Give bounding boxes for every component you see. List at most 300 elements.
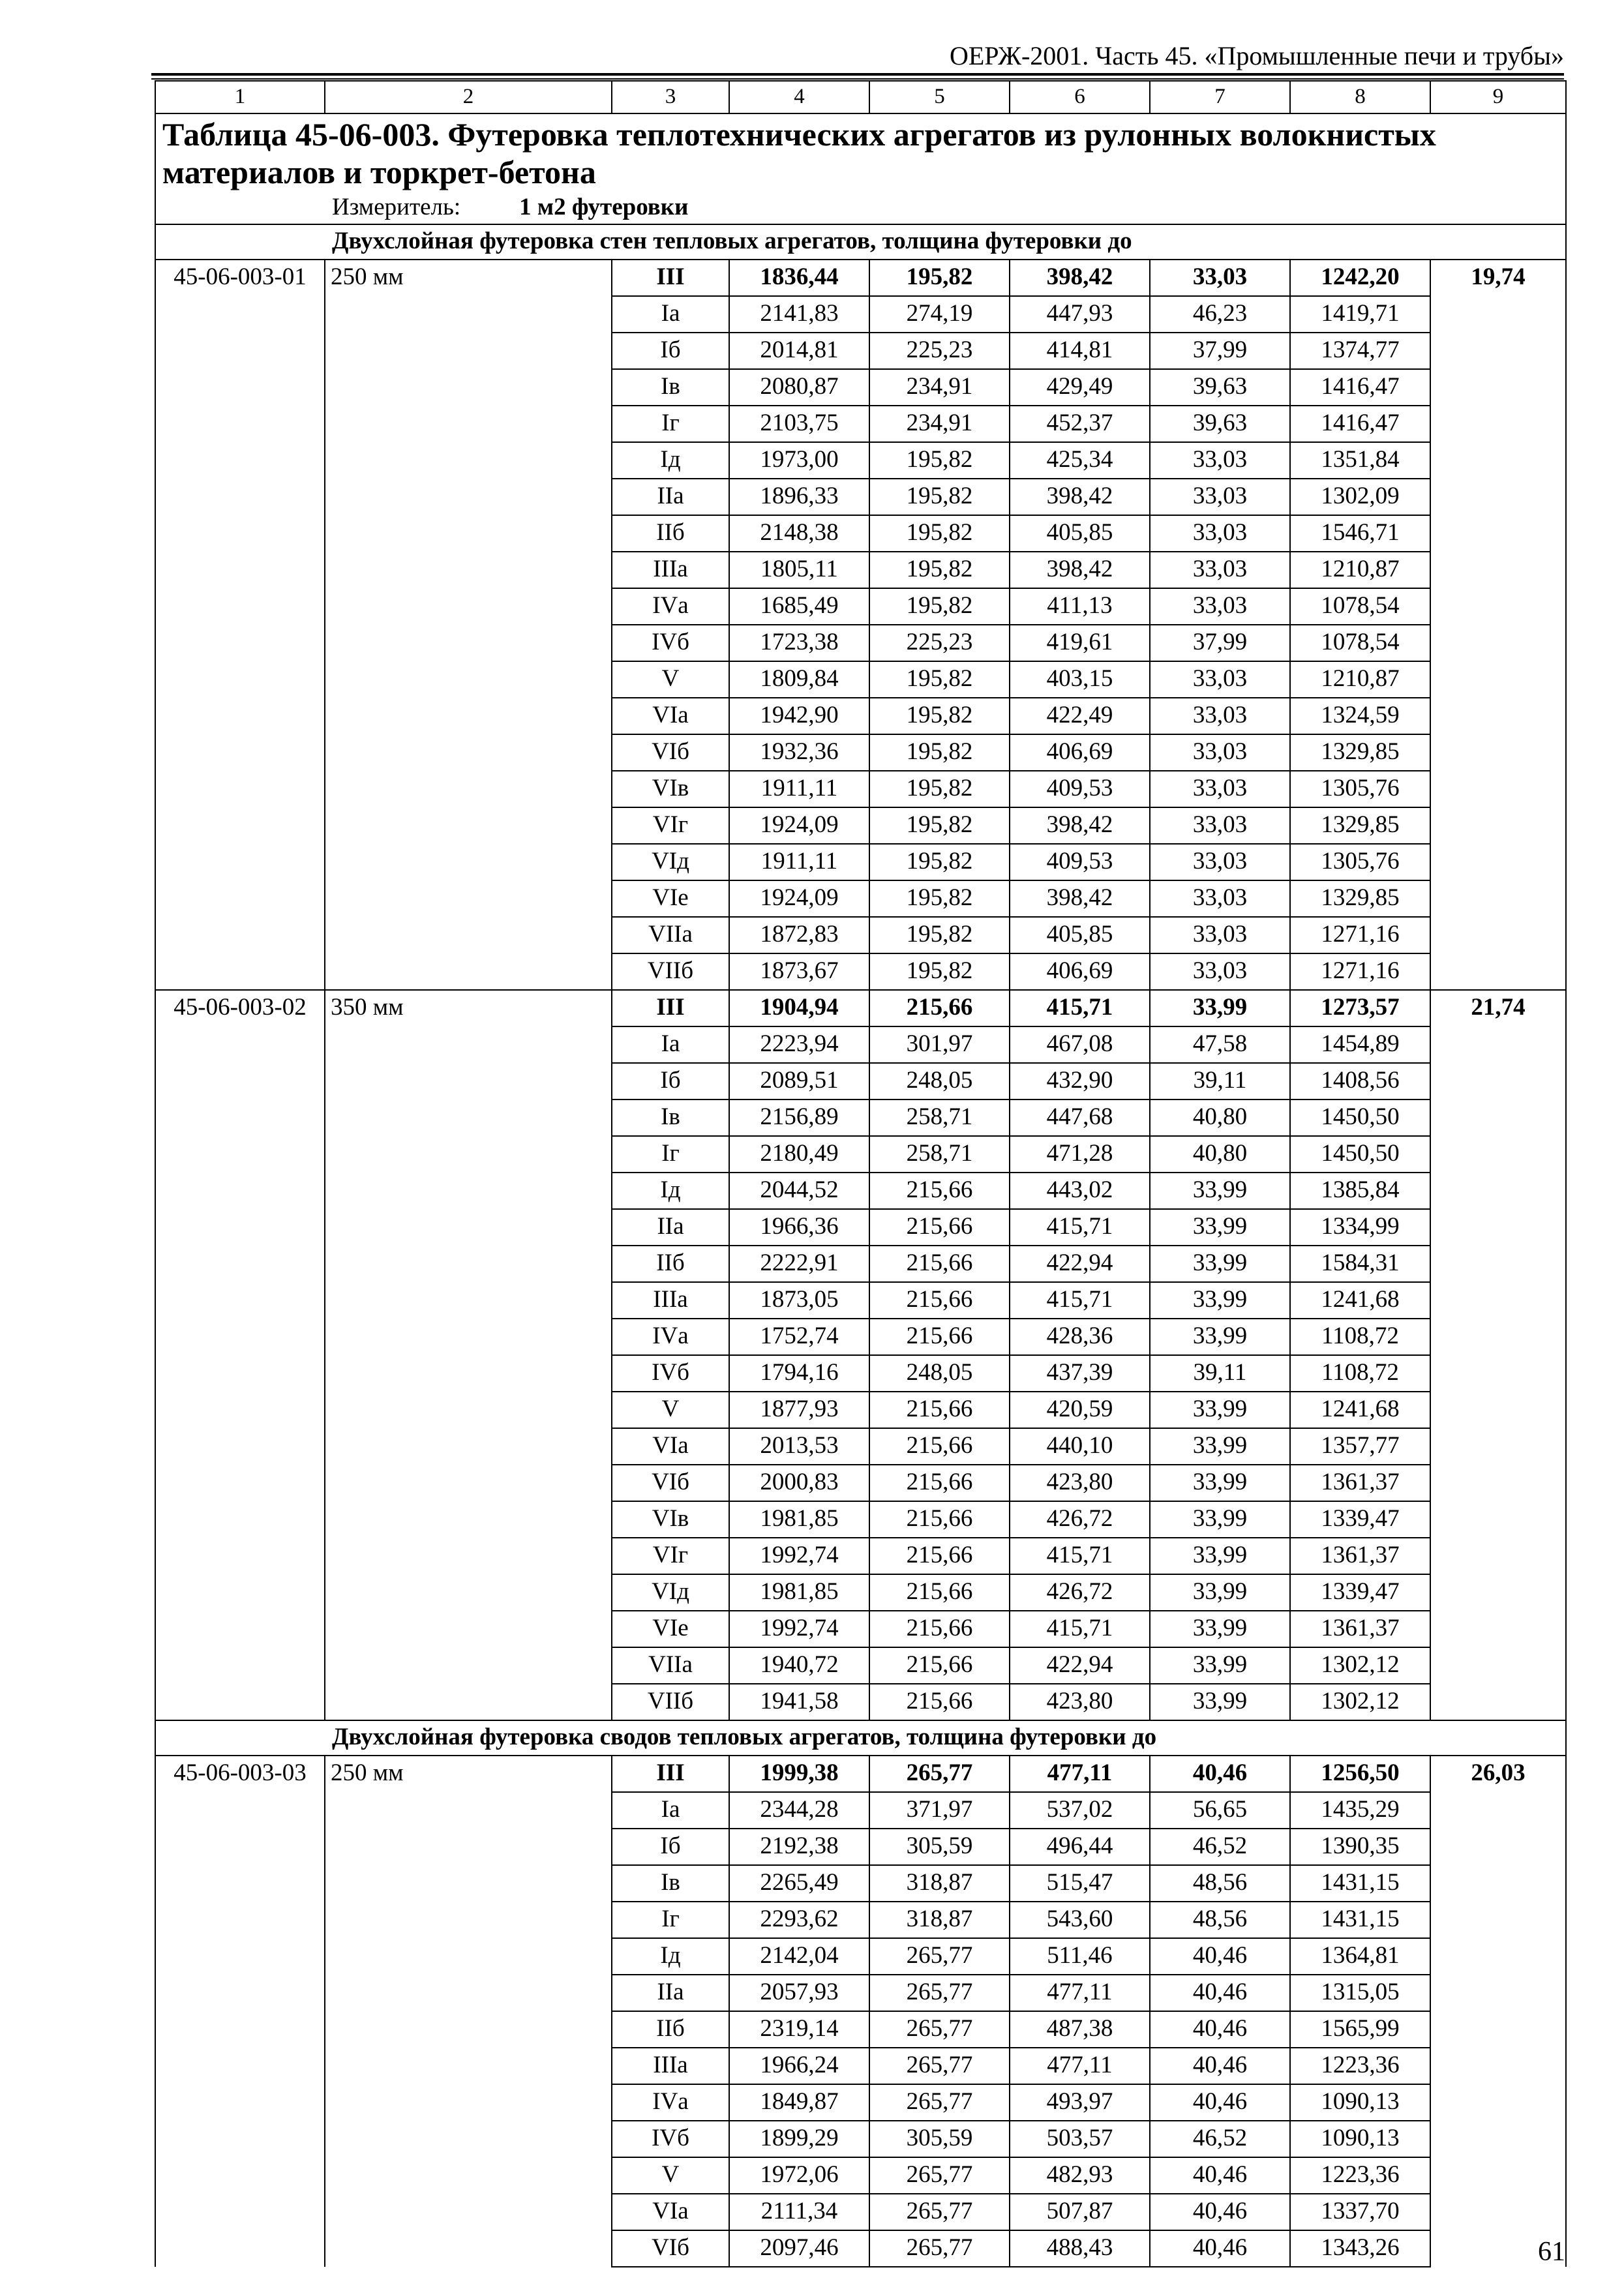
table-row (155, 296, 1566, 333)
labor-empty (1430, 1355, 1566, 1392)
value-cell: 2103,75 (729, 406, 869, 442)
value-cell: 447,68 (1010, 1100, 1150, 1136)
value-cell: 411,13 (1010, 588, 1150, 625)
thickness-empty (325, 1173, 612, 1209)
value-cell: 1329,85 (1290, 880, 1430, 917)
value-cell: 1794,16 (729, 1355, 869, 1392)
zone-code: III (612, 1756, 729, 1792)
value-cell: 1877,93 (729, 1392, 869, 1428)
thickness-empty (325, 1611, 612, 1647)
value-cell: 1911,11 (729, 771, 869, 807)
thickness-empty (325, 844, 612, 880)
table-row (155, 1026, 1566, 1063)
thickness-empty (325, 1392, 612, 1428)
zone-code: VIб (612, 1465, 729, 1501)
table-row (155, 552, 1566, 588)
table-row (155, 1063, 1566, 1100)
value-cell: 33,03 (1150, 917, 1290, 953)
labor-empty (1430, 333, 1566, 369)
thickness-empty (325, 1574, 612, 1611)
value-cell: 195,82 (869, 260, 1010, 296)
rate-code-empty (155, 552, 325, 588)
labor-empty (1430, 552, 1566, 588)
value-cell: 2111,34 (729, 2194, 869, 2230)
value-cell: 1302,12 (1290, 1684, 1430, 1720)
rate-code-empty (155, 1026, 325, 1063)
value-cell: 447,93 (1010, 296, 1150, 333)
labor-empty (1430, 625, 1566, 661)
value-cell: 1972,06 (729, 2157, 869, 2194)
value-cell: 195,82 (869, 917, 1010, 953)
value-cell: 33,99 (1150, 1173, 1290, 1209)
value-cell: 1873,67 (729, 953, 869, 990)
value-cell: 1315,05 (1290, 1975, 1430, 2011)
value-cell: 487,38 (1010, 2011, 1150, 2048)
value-cell: 2044,52 (729, 1173, 869, 1209)
table-title: Таблица 45-06-003. Футеровка теплотехнических агрегатов из рулонных волокнистых материалов и торкрет-бетона (162, 116, 1436, 190)
rate-code-empty (155, 1611, 325, 1647)
zone-code: VIа (612, 2194, 729, 2230)
value-cell: 1302,12 (1290, 1647, 1430, 1684)
labor-empty (1430, 1792, 1566, 1829)
value-cell: 40,46 (1150, 1975, 1290, 2011)
table-row (155, 2011, 1566, 2048)
value-cell: 1992,74 (729, 1538, 869, 1574)
zone-code: Iд (612, 1938, 729, 1975)
zone-code: VIIа (612, 917, 729, 953)
thickness-empty (325, 1975, 612, 2011)
value-cell: 1584,31 (1290, 1246, 1430, 1282)
labor-empty (1430, 1538, 1566, 1574)
value-cell: 1273,57 (1290, 990, 1430, 1026)
value-cell: 419,61 (1010, 625, 1150, 661)
value-cell: 33,99 (1150, 1501, 1290, 1538)
labor-empty (1430, 771, 1566, 807)
value-cell: 1849,87 (729, 2084, 869, 2121)
rate-code-empty (155, 807, 325, 844)
value-cell: 40,46 (1150, 2157, 1290, 2194)
value-cell: 1361,37 (1290, 1538, 1430, 1574)
zone-code: IIIа (612, 1282, 729, 1319)
value-cell: 2223,94 (729, 1026, 869, 1063)
zone-code: IVа (612, 588, 729, 625)
thickness-empty (325, 333, 612, 369)
value-cell: 482,93 (1010, 2157, 1150, 2194)
table-title-cell (155, 113, 1566, 224)
thickness-empty (325, 917, 612, 953)
value-cell: 40,46 (1150, 1938, 1290, 1975)
value-cell: 1108,72 (1290, 1355, 1430, 1392)
labor-empty (1430, 1647, 1566, 1684)
zone-code: IIб (612, 2011, 729, 2048)
value-cell: 2000,83 (729, 1465, 869, 1501)
rate-code-empty (155, 1246, 325, 1282)
value-cell: 33,99 (1150, 1538, 1290, 1574)
table-row (155, 1756, 1566, 1792)
value-cell: 1223,36 (1290, 2157, 1430, 2194)
thickness-empty (325, 2194, 612, 2230)
value-cell: 215,66 (869, 1246, 1010, 1282)
labor-empty (1430, 698, 1566, 734)
labor-empty (1430, 2194, 1566, 2230)
thickness-empty (325, 1319, 612, 1355)
zone-code: VIе (612, 1611, 729, 1647)
value-cell: 1302,09 (1290, 479, 1430, 515)
labor-empty (1430, 515, 1566, 552)
value-cell: 1361,37 (1290, 1611, 1430, 1647)
labor-empty (1430, 880, 1566, 917)
zone-code: III (612, 260, 729, 296)
value-cell: 265,77 (869, 1756, 1010, 1792)
value-cell: 2344,28 (729, 1792, 869, 1829)
table-row (155, 2194, 1566, 2230)
value-cell: 1450,50 (1290, 1100, 1430, 1136)
value-cell: 33,99 (1150, 1574, 1290, 1611)
value-cell: 2097,46 (729, 2230, 869, 2267)
value-cell: 39,11 (1150, 1063, 1290, 1100)
value-cell: 1904,94 (729, 990, 869, 1026)
value-cell: 2148,38 (729, 515, 869, 552)
value-cell: 33,99 (1150, 990, 1290, 1026)
table-row (155, 1282, 1566, 1319)
value-cell: 215,66 (869, 1501, 1010, 1538)
value-cell: 471,28 (1010, 1136, 1150, 1173)
value-cell: 40,80 (1150, 1100, 1290, 1136)
thickness-empty (325, 1282, 612, 1319)
value-cell: 2180,49 (729, 1136, 869, 1173)
zone-code: IIIа (612, 2048, 729, 2084)
labor-empty (1430, 369, 1566, 406)
value-cell: 1419,71 (1290, 296, 1430, 333)
value-cell: 398,42 (1010, 260, 1150, 296)
rate-code-empty (155, 625, 325, 661)
table-row (155, 1465, 1566, 1501)
thickness-empty (325, 2048, 612, 2084)
table-row (155, 734, 1566, 771)
table-row (155, 1501, 1566, 1538)
value-cell: 1210,87 (1290, 661, 1430, 698)
value-cell: 195,82 (869, 698, 1010, 734)
value-cell: 195,82 (869, 771, 1010, 807)
value-cell: 422,94 (1010, 1246, 1150, 1282)
value-cell: 33,03 (1150, 442, 1290, 479)
table-row (155, 2230, 1566, 2267)
value-cell: 1339,47 (1290, 1501, 1430, 1538)
rate-code-empty (155, 1428, 325, 1465)
thickness-empty (325, 1684, 612, 1720)
value-cell: 440,10 (1010, 1428, 1150, 1465)
thickness-empty (325, 1100, 612, 1136)
table-row (155, 1792, 1566, 1829)
value-cell: 1565,99 (1290, 2011, 1430, 2048)
thickness-empty (325, 1647, 612, 1684)
value-cell: 426,72 (1010, 1501, 1150, 1538)
zone-code: IVб (612, 1355, 729, 1392)
value-cell: 33,99 (1150, 1282, 1290, 1319)
value-cell: 422,49 (1010, 698, 1150, 734)
thickness-empty (325, 953, 612, 990)
value-cell: 1435,29 (1290, 1792, 1430, 1829)
labor-empty (1430, 1465, 1566, 1501)
rate-code-empty (155, 1063, 325, 1100)
labor-empty (1430, 1319, 1566, 1355)
value-cell: 511,46 (1010, 1938, 1150, 1975)
value-cell: 33,03 (1150, 588, 1290, 625)
value-cell: 405,85 (1010, 515, 1150, 552)
value-cell: 195,82 (869, 807, 1010, 844)
value-cell: 39,63 (1150, 406, 1290, 442)
value-cell: 33,03 (1150, 771, 1290, 807)
rate-code-empty (155, 734, 325, 771)
value-cell: 265,77 (869, 2048, 1010, 2084)
table-row (155, 1355, 1566, 1392)
value-cell: 1940,72 (729, 1647, 869, 1684)
value-cell: 1256,50 (1290, 1756, 1430, 1792)
value-cell: 423,80 (1010, 1684, 1150, 1720)
zone-code: VIд (612, 1574, 729, 1611)
value-cell: 48,56 (1150, 1902, 1290, 1938)
value-cell: 39,63 (1150, 369, 1290, 406)
column-number: 2 (325, 81, 612, 113)
value-cell: 515,47 (1010, 1865, 1150, 1902)
column-number: 1 (155, 81, 325, 113)
zone-code: V (612, 2157, 729, 2194)
thickness-empty (325, 2157, 612, 2194)
table-row (155, 1209, 1566, 1246)
value-cell: 33,99 (1150, 1428, 1290, 1465)
labor-empty (1430, 1282, 1566, 1319)
rate-code-empty (155, 2121, 325, 2157)
value-cell: 1343,26 (1290, 2230, 1430, 2267)
thickness-empty (325, 406, 612, 442)
labor-empty (1430, 296, 1566, 333)
value-cell: 1339,47 (1290, 1574, 1430, 1611)
thickness-empty (325, 880, 612, 917)
table-row (155, 1574, 1566, 1611)
value-cell: 1241,68 (1290, 1392, 1430, 1428)
value-cell: 422,94 (1010, 1647, 1150, 1684)
labor-empty (1430, 2011, 1566, 2048)
rate-code-empty (155, 1829, 325, 1865)
value-cell: 195,82 (869, 552, 1010, 588)
zone-code: Iг (612, 406, 729, 442)
rate-code-empty (155, 479, 325, 515)
value-cell: 429,49 (1010, 369, 1150, 406)
value-cell: 443,02 (1010, 1173, 1150, 1209)
zone-code: IIа (612, 1209, 729, 1246)
column-number: 5 (869, 81, 1010, 113)
value-cell: 1966,36 (729, 1209, 869, 1246)
section-heading-row (155, 224, 1566, 260)
rate-code: 45-06-003-02 (155, 990, 325, 1026)
value-cell: 425,34 (1010, 442, 1150, 479)
zone-code: Iб (612, 333, 729, 369)
value-cell: 1752,74 (729, 1319, 869, 1355)
table-row (155, 1538, 1566, 1574)
value-cell: 477,11 (1010, 2048, 1150, 2084)
zone-code: Iб (612, 1829, 729, 1865)
value-cell: 398,42 (1010, 479, 1150, 515)
zone-code: VIIа (612, 1647, 729, 1684)
value-cell: 265,77 (869, 2084, 1010, 2121)
value-cell: 1078,54 (1290, 625, 1430, 661)
unit-line (162, 191, 1559, 224)
value-cell: 1210,87 (1290, 552, 1430, 588)
table-row (155, 844, 1566, 880)
value-cell: 37,99 (1150, 333, 1290, 369)
value-cell: 1896,33 (729, 479, 869, 515)
value-cell: 1836,44 (729, 260, 869, 296)
table-row (155, 1319, 1566, 1355)
thickness-empty (325, 1792, 612, 1829)
value-cell: 33,99 (1150, 1246, 1290, 1282)
labor-empty (1430, 1428, 1566, 1465)
value-cell: 1981,85 (729, 1574, 869, 1611)
table-row (155, 1684, 1566, 1720)
table-row (155, 515, 1566, 552)
value-cell: 318,87 (869, 1865, 1010, 1902)
value-cell: 215,66 (869, 1684, 1010, 1720)
zone-code: Iа (612, 1026, 729, 1063)
value-cell: 406,69 (1010, 734, 1150, 771)
value-cell: 265,77 (869, 2230, 1010, 2267)
value-cell: 215,66 (869, 1574, 1010, 1611)
value-cell: 1932,36 (729, 734, 869, 771)
rate-code-empty (155, 1684, 325, 1720)
value-cell: 2142,04 (729, 1938, 869, 1975)
rate-code-empty (155, 1865, 325, 1902)
labor-empty (1430, 1392, 1566, 1428)
value-cell: 40,46 (1150, 2230, 1290, 2267)
column-number: 9 (1430, 81, 1566, 113)
thickness-empty (325, 625, 612, 661)
value-cell: 432,90 (1010, 1063, 1150, 1100)
value-cell: 423,80 (1010, 1465, 1150, 1501)
table-row (155, 880, 1566, 917)
table-row (155, 333, 1566, 369)
value-cell: 40,46 (1150, 1756, 1290, 1792)
table-row (155, 1611, 1566, 1647)
value-cell: 56,65 (1150, 1792, 1290, 1829)
table-row (155, 1100, 1566, 1136)
rate-code-empty (155, 2157, 325, 2194)
zone-code: VIа (612, 698, 729, 734)
thickness-empty (325, 442, 612, 479)
labor-empty (1430, 1611, 1566, 1647)
value-cell: 2192,38 (729, 1829, 869, 1865)
value-cell: 1223,36 (1290, 2048, 1430, 2084)
value-cell: 33,03 (1150, 880, 1290, 917)
rate-code-empty (155, 1209, 325, 1246)
value-cell: 33,03 (1150, 661, 1290, 698)
rate-code-empty (155, 369, 325, 406)
value-cell: 1357,77 (1290, 1428, 1430, 1465)
table-row (155, 1829, 1566, 1865)
running-header: ОЕРЖ-2001. Часть 45. «Промышленные печи и трубы» (949, 41, 1564, 70)
value-cell: 1941,58 (729, 1684, 869, 1720)
labor-empty (1430, 1100, 1566, 1136)
zone-code: III (612, 990, 729, 1026)
rate-code-empty (155, 2011, 325, 2048)
value-cell: 301,97 (869, 1026, 1010, 1063)
value-cell: 1873,05 (729, 1282, 869, 1319)
thickness-empty (325, 1501, 612, 1538)
labor-empty (1430, 2121, 1566, 2157)
thickness: 250 мм (325, 260, 612, 296)
zone-code: Iв (612, 1100, 729, 1136)
rate-code-empty (155, 661, 325, 698)
value-cell: 40,46 (1150, 2084, 1290, 2121)
value-cell: 503,57 (1010, 2121, 1150, 2157)
zone-code: IIб (612, 515, 729, 552)
table-row (155, 698, 1566, 734)
value-cell: 1546,71 (1290, 515, 1430, 552)
value-cell: 2319,14 (729, 2011, 869, 2048)
zone-code: VIг (612, 1538, 729, 1574)
zone-code: IIа (612, 1975, 729, 2011)
value-cell: 215,66 (869, 1319, 1010, 1355)
zone-code: IVб (612, 625, 729, 661)
rate-code-empty (155, 1173, 325, 1209)
zone-code: IIб (612, 1246, 729, 1282)
value-cell: 2080,87 (729, 369, 869, 406)
labor-empty (1430, 406, 1566, 442)
rate-code-empty (155, 1100, 325, 1136)
value-cell: 33,03 (1150, 698, 1290, 734)
labor-value: 21,74 (1430, 990, 1566, 1026)
thickness-empty (325, 1026, 612, 1063)
thickness-empty (325, 1136, 612, 1173)
thickness-empty (325, 479, 612, 515)
value-cell: 1431,15 (1290, 1865, 1430, 1902)
value-cell: 414,81 (1010, 333, 1150, 369)
zone-code: Iв (612, 369, 729, 406)
value-cell: 195,82 (869, 880, 1010, 917)
value-cell: 215,66 (869, 1611, 1010, 1647)
thickness-empty (325, 1902, 612, 1938)
value-cell: 1090,13 (1290, 2121, 1430, 2157)
value-cell: 48,56 (1150, 1865, 1290, 1902)
rate-code-empty (155, 917, 325, 953)
value-cell: 428,36 (1010, 1319, 1150, 1355)
value-cell: 40,46 (1150, 2194, 1290, 2230)
labor-empty (1430, 661, 1566, 698)
value-cell: 2265,49 (729, 1865, 869, 1902)
value-cell: 215,66 (869, 1173, 1010, 1209)
thickness-empty (325, 1209, 612, 1246)
value-cell: 1305,76 (1290, 771, 1430, 807)
zone-code: Iа (612, 1792, 729, 1829)
value-cell: 488,43 (1010, 2230, 1150, 2267)
section-heading: Двухслойная футеровка сводов тепловых агрегатов, толщина футеровки до (155, 1720, 1566, 1756)
unit-label: Измеритель: (332, 194, 461, 220)
table-row (155, 479, 1566, 515)
value-cell: 477,11 (1010, 1756, 1150, 1792)
value-cell: 1924,09 (729, 880, 869, 917)
rate-code-empty (155, 771, 325, 807)
labor-empty (1430, 1938, 1566, 1975)
value-cell: 1454,89 (1290, 1026, 1430, 1063)
rate-code-empty (155, 2048, 325, 2084)
labor-value: 26,03 (1430, 1756, 1566, 1792)
value-cell: 248,05 (869, 1355, 1010, 1392)
thickness-empty (325, 2011, 612, 2048)
value-cell: 33,99 (1150, 1392, 1290, 1428)
labor-empty (1430, 1173, 1566, 1209)
value-cell: 234,91 (869, 369, 1010, 406)
zone-code: VIIб (612, 953, 729, 990)
zone-code: Iб (612, 1063, 729, 1100)
